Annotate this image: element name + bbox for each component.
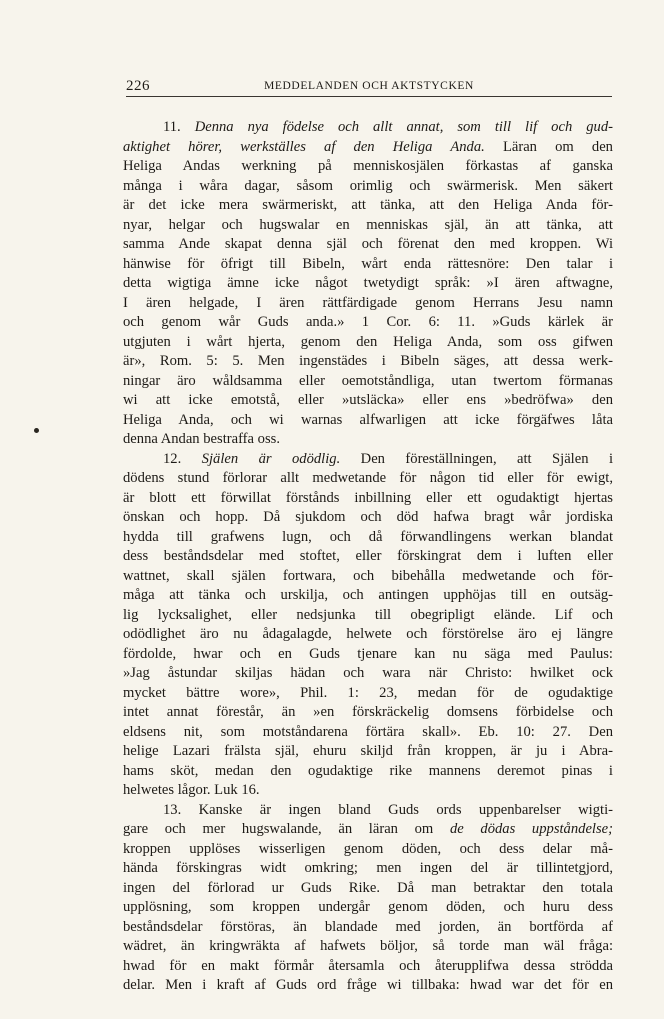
- text-segment: lig lycksalighet, eller nedsjunka till obegripligt elände. Lif och: [123, 606, 613, 623]
- italic-text: Denna nya födelse och allt annat, som till lif och gud-: [194, 119, 613, 135]
- text-line: [123, 684, 613, 704]
- text-segment: Den föreställningen, att Själen i: [340, 450, 613, 467]
- text-line: [123, 898, 613, 918]
- text-segment: är», Rom. 5: 5. Men ingenstädes i Bibeln säges, att dessa werk-: [123, 353, 613, 369]
- text-line: [123, 723, 613, 743]
- text-segment: denna Andan bestraffa oss.: [123, 431, 280, 447]
- text-segment: detta wigtiga ämne icke något twetydigt språk: »I ären aftwagne,: [123, 275, 613, 291]
- text-line: [123, 957, 613, 977]
- text-line: [123, 274, 613, 294]
- text-line: [123, 703, 613, 723]
- text-segment: odödlighet äro nu ådagalagde, helwete och förstörelse äro ej längre: [123, 626, 613, 642]
- text-line: [123, 664, 613, 684]
- margin-dot: [34, 428, 39, 433]
- text-segment: ingen del förlorad ur Guds Rike. Då man betraktar den totala: [123, 879, 613, 896]
- text-segment: wi att icke emotstå, eller »utsläcka» eller ens »bedröfwa» den: [123, 392, 613, 408]
- text-line: [123, 177, 613, 197]
- text-segment: delar. Men i kraft af Guds ord fråge wi tillbaka: hwad war det för en: [123, 977, 613, 993]
- text-segment: måga att tänka och urskilja, och antingen upphöjas till en outsäg-: [123, 587, 613, 603]
- text-line: [123, 742, 613, 762]
- text-segment: wädret, än kringwräkta af hafwets böljor, så torde man wäl fråga:: [123, 938, 613, 954]
- text-line: [123, 781, 613, 801]
- text-line: [123, 118, 613, 138]
- text-line: [123, 138, 613, 158]
- text-line: [123, 859, 613, 879]
- text-segment: eldsens nit, som motståndarena förtära skall». Eb. 10: 27. Den: [123, 723, 613, 740]
- text-segment: ningar äro wåldsamma eller oemotståndliga, utan twertom förmanas: [123, 372, 613, 389]
- text-line: [123, 430, 613, 450]
- text-line: [123, 879, 613, 899]
- text-segment: hända förskingras widt omkring; men ingen del är tillintetgjord,: [123, 860, 613, 876]
- text-line: [123, 235, 613, 255]
- text-segment: wattnet, skall själen fortwara, och bibehålla medwetande och för-: [123, 567, 613, 584]
- text-line: [123, 333, 613, 353]
- text-line: [123, 508, 613, 528]
- text-segment: dödens stund förlorar allt medwetande för någon tid eller för ewigt,: [123, 470, 613, 486]
- text-segment: beståndsdelar förstöras, än blandade med jorden, än bortförda af: [123, 918, 613, 935]
- text-line: [123, 625, 613, 645]
- running-head: MEDDELANDEN OCH AKTSTYCKEN: [264, 80, 474, 92]
- body-text: [123, 118, 613, 996]
- text-line: [123, 918, 613, 938]
- text-line: [123, 489, 613, 509]
- text-segment: intet annat förestår, än »en förskräckelig domsens förbidelse och: [123, 704, 613, 720]
- text-line: [123, 352, 613, 372]
- text-segment: helige Lazari frälsta själ, ehuru skiljd från kroppen, är ju i Abra-: [123, 743, 613, 759]
- text-segment: utgjuten i wårt hjerta, genom den Heliga Anda, som oss gifwen: [123, 333, 613, 350]
- text-line: [123, 196, 613, 216]
- text-line: [123, 372, 613, 392]
- text-segment: gare och mer hugswalande, än läran om: [123, 821, 450, 837]
- text-segment: hams sköt, medan den ogudaktige rike mannens deremot pinas i: [123, 762, 613, 779]
- text-segment: Heliga Anda, och wi warnas alfwarligen att icke förgäfwes låta: [123, 411, 613, 428]
- text-segment: och genom wår Guds anda.» 1 Cor. 6: 11. »Guds kärlek är: [123, 314, 613, 330]
- text-segment: hwad för en makt förmår återsamla och återupplifwa dessa strödda: [123, 957, 613, 974]
- text-segment: Heliga Andas werkning på menniskosjälen förkastas af ganska: [123, 158, 613, 174]
- text-segment: mycket bättre wore», Phil. 1: 23, medan för de ogudaktige: [123, 684, 613, 701]
- text-line: [123, 606, 613, 626]
- text-line: [123, 216, 613, 236]
- text-segment: önskan och hopp. Då sjukdom och död hafwa bragt wår jordiska: [123, 509, 613, 525]
- text-segment: nyar, helgar och hugswalar en menniskas själ, än att tänka, att: [123, 216, 613, 233]
- text-line: [123, 762, 613, 782]
- text-line: [123, 528, 613, 548]
- text-segment: är det icke mera swärmeriskt, att tänka, att den Heliga Anda för-: [123, 197, 613, 213]
- text-line: [123, 391, 613, 411]
- text-segment: upplösning, som kroppen undergår genom döden, och huru dess: [123, 899, 613, 915]
- text-segment: »Jag åstundar skiljas hädan och wara när Christo: hwilket ock: [123, 665, 613, 681]
- page-header: [126, 78, 612, 97]
- text-segment: är blott ett förwillat förstånds inbillning eller ett ogudaktigt hjertas: [123, 489, 613, 506]
- text-line: [123, 937, 613, 957]
- text-line: [123, 313, 613, 333]
- text-segment: 13. Kanske är ingen bland Guds ords uppenbarelser wigti-: [163, 801, 613, 818]
- text-segment: 11.: [163, 119, 195, 135]
- text-line: [123, 411, 613, 431]
- text-line: [123, 157, 613, 177]
- text-line: [123, 567, 613, 587]
- text-line: [123, 294, 613, 314]
- text-segment: helwetes lågor. Luk 16.: [123, 782, 260, 798]
- text-segment: dess beståndsdelar med stoftet, eller förskingrat dem i luften eller: [123, 548, 613, 564]
- text-line: [123, 976, 613, 996]
- text-line: [123, 840, 613, 860]
- text-line: [123, 801, 613, 821]
- text-segment: 12.: [163, 450, 202, 467]
- text-segment: hydda till grafwens lugn, och då förwandlingens werkan blandat: [123, 528, 613, 545]
- text-line: [123, 645, 613, 665]
- text-segment: fördolde, hwar och en Guds tjenare kan nu säga med Paulus:: [123, 645, 613, 662]
- italic-text: de dödas uppståndelse;: [449, 821, 613, 837]
- italic-text: aktighet hörer, werkställes af den Heliga Anda.: [123, 138, 485, 155]
- text-segment: samma Ande skapat denna själ och förenat den med kroppen. Wi: [123, 236, 613, 252]
- text-line: [123, 255, 613, 275]
- text-line: [123, 469, 613, 489]
- text-line: [123, 586, 613, 606]
- text-line: [123, 547, 613, 567]
- text-line: [123, 820, 613, 840]
- text-segment: I ären helgade, I ären rättfärdigade genom Herrans Jesu namn: [123, 294, 613, 311]
- page-number: 226: [126, 78, 150, 94]
- text-segment: Läran om den: [484, 138, 613, 155]
- text-line: [123, 450, 613, 470]
- text-segment: kroppen upplöses wisserligen genom döden, och dess delar må-: [123, 840, 613, 857]
- italic-text: Själen är odödlig.: [201, 450, 341, 467]
- text-segment: hänwise för öfrigt till Bibeln, wårt enda rättesnöre: Den talar i: [123, 255, 613, 272]
- text-segment: många i wåra dagar, såsom orimlig och swärmerisk. Men säkert: [123, 177, 613, 194]
